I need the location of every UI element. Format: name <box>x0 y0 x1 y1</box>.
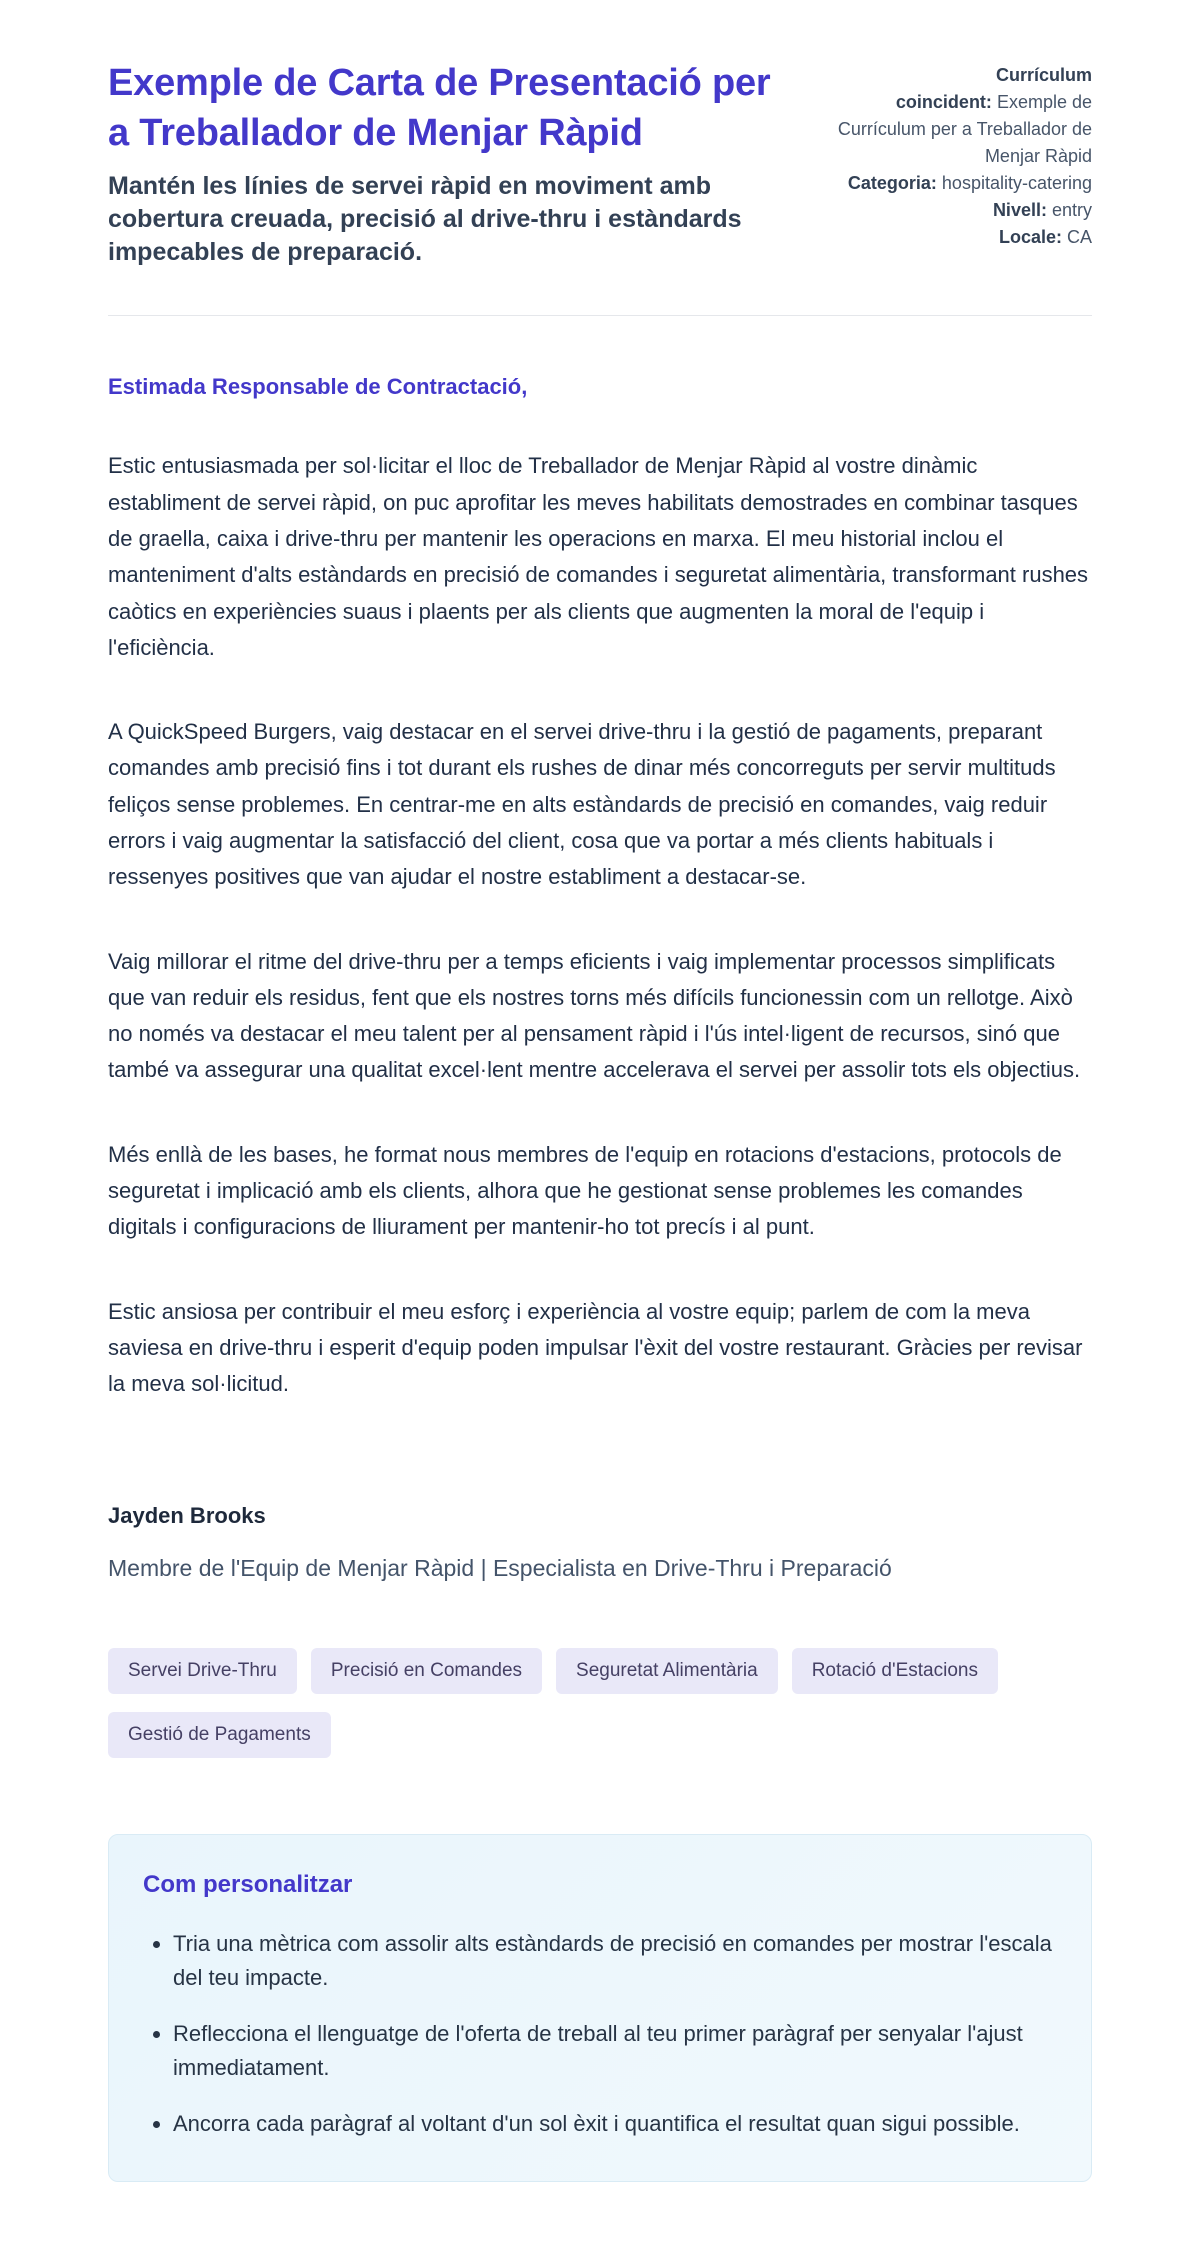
letter-paragraph: A QuickSpeed Burgers, vaig destacar en el servei drive-thru i la gestió de pagaments, preparant comandes amb precisió fins i tot durant els rushes de dinar més concorreguts per servir multituds feliços sense problemes. En centrar-me en alts estàndards de precisió en comandes, vaig reduir errors i vaig augmentar la satisfacció del client, cosa que va portar a més clients habituals i ressenyes positives que van ajudar el nostre establiment a destacar-se. <box>108 719 1056 890</box>
skill-tag: Rotació d'Estacions <box>792 1648 998 1694</box>
skill-tag: Precisió en Comandes <box>311 1648 542 1694</box>
meta-panel <box>830 58 1092 251</box>
meta-locale-label: Locale: <box>998 227 1062 247</box>
tip-item: • Ancorra cada paràgraf al voltant d'un sol èxit i quantifica el resultat quan sigui possible. <box>173 2107 1057 2141</box>
skill-tags <box>108 1648 1092 1758</box>
letter-paragraph: Vaig millorar el ritme del drive-thru per a temps eficients i vaig implementar processos simplificats que van reduir els residus, fent que els nostres torns més difícils funcionessin com un rellotge. Això no només va destacar el meu talent per al pensament ràpid i l'ús intel·ligent de recursos, sinó que també va assegurar una qualitat excel·lent mentre accelerava el servei per assolir tots els objectius. <box>108 948 1081 1083</box>
tip-item: • Tria una mètrica com assolir alts estàndards de precisió en comandes per mostrar l'escala del teu impacte. <box>173 1927 1057 1995</box>
cover-letter-page <box>108 0 1092 2252</box>
meta-resume-label: Currículum coincident: <box>895 65 1092 112</box>
meta-locale-value: CA <box>1066 227 1092 247</box>
meta-category-label: Categoria: <box>847 173 937 193</box>
customization-tips-box <box>108 1834 1092 2182</box>
meta-locale <box>830 224 1092 251</box>
meta-level-value: entry <box>1051 200 1092 220</box>
skill-tag: Gestió de Pagaments <box>108 1712 331 1758</box>
meta-category <box>830 170 1092 197</box>
tip-item: • Reflecciona el llenguatge de l'oferta de treball al teu primer paràgraf per senyalar l'ajust immediatament. <box>173 2017 1057 2085</box>
meta-level <box>830 197 1092 224</box>
meta-resume-value: Exemple de Currículum per a Treballador de Menjar Ràpid <box>837 92 1092 166</box>
letter-body <box>108 374 1092 2182</box>
page-title: Exemple de Carta de Presentació per a Treballador de Menjar Ràpid <box>108 62 771 155</box>
meta-level-label: Nivell: <box>992 200 1047 220</box>
salutation: Estimada Responsable de Contractació, <box>108 374 528 400</box>
skill-tag: Servei Drive-Thru <box>108 1648 297 1694</box>
letter-header <box>108 58 1092 269</box>
signature-role: Membre de l'Equip de Menjar Ràpid | Especialista en Drive-Thru i Preparació <box>108 1554 892 1581</box>
meta-resume <box>830 62 1092 170</box>
header-divider <box>108 315 1092 316</box>
page-subtitle: Mantén les línies de servei ràpid en moviment amb cobertura creuada, precisió al drive-thru i estàndards impecables de preparació. <box>108 172 742 267</box>
header-title-block <box>108 58 776 269</box>
tips-title: Com personalitzar <box>143 1870 353 1898</box>
meta-category-value: hospitality-catering <box>941 173 1092 193</box>
letter-paragraph: Estic ansiosa per contribuir el meu esforç i experiència al vostre equip; parlem de com la meva saviesa en drive-thru i esperit d'equip poden impulsar l'èxit del vostre restaurant. Gràcies per revisar la meva sol·licitud. <box>108 1298 1083 1397</box>
signature-name: Jayden Brooks <box>108 1502 266 1528</box>
letter-paragraph: Estic entusiasmada per sol·licitar el lloc de Treballador de Menjar Ràpid al vostre dinàmic establiment de servei ràpid, on puc aprofitar les meves habilitats demostrades en combinar tasques de graella, caixa i drive-thru per mantenir les operacions en marxa. El meu historial inclou el manteniment d'alts estàndards en precisió de comandes i seguretat alimentària, transformant rushes caòtics en experiències suaus i plaents per als clients que augmenten la moral de l'equip i l'eficiència. <box>108 453 1089 660</box>
tips-list <box>143 1927 1057 2141</box>
letter-paragraph: Més enllà de les bases, he format nous membres de l'equip en rotacions d'estacions, protocols de seguretat i implicació amb els clients, alhora que he gestionat sense problemes les comandes digitals i configuracions de lliurament per mantenir-ho tot precís i al punt. <box>108 1141 1062 1240</box>
skill-tag: Seguretat Alimentària <box>556 1648 778 1694</box>
